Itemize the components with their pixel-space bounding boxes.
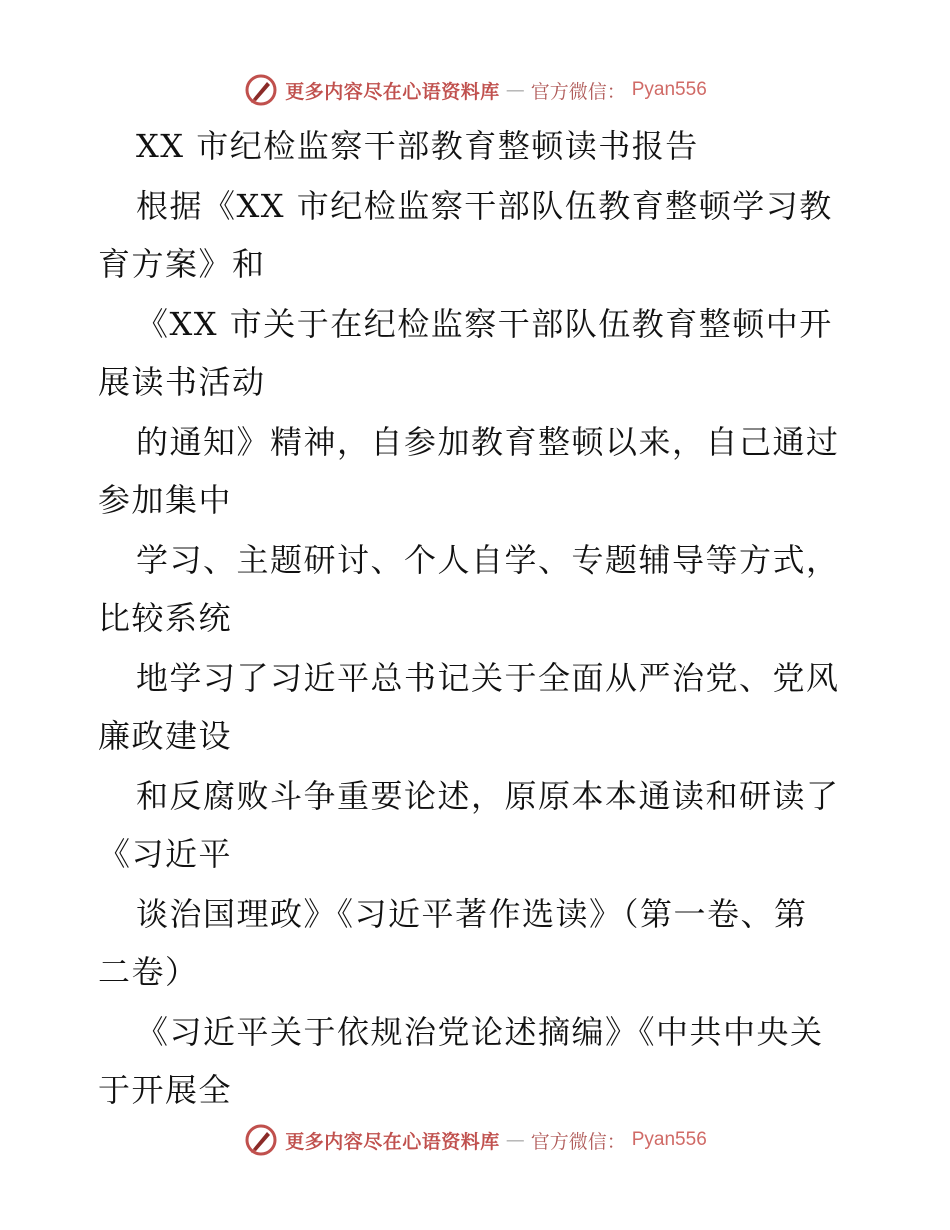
- text-line: 二卷）: [98, 953, 199, 991]
- watermark-wechat-id: Pyan556: [631, 79, 707, 100]
- text-line: 育方案》和: [98, 245, 266, 283]
- text-line: 谈治国理政》《习近平著作选读》（第一卷、第: [136, 895, 808, 933]
- header-watermark: [0, 70, 950, 110]
- text-line: 廉政建设: [98, 717, 233, 755]
- text-line: 地学习了习近平总书记关于全面从严治党、党风: [136, 659, 840, 697]
- watermark-brand: 更多内容尽在心语资料库: [285, 80, 500, 103]
- text-line: 于开展全: [98, 1071, 233, 1109]
- text-line: 《XX 市关于在纪检监察干部队伍教育整顿中开: [136, 305, 833, 343]
- text-line: 比较系统: [98, 599, 233, 637]
- watermark-wechat-id: Pyan556: [631, 1129, 707, 1150]
- text-line: 和反腐败斗争重要论述，原原本本通读和研读了: [136, 777, 840, 815]
- text-line: 参加集中: [98, 481, 233, 519]
- watermark-separator: —: [505, 79, 525, 101]
- watermark-label: 官方微信：: [530, 1130, 626, 1153]
- pen-logo-icon: [243, 72, 279, 108]
- text-line: 《习近平关于依规治党论述摘编》《中共中央关: [136, 1013, 824, 1051]
- text-line: 的通知》精神，自参加教育整顿以来，自己通过: [136, 423, 840, 461]
- text-line: 展读书活动: [98, 363, 266, 401]
- text-line: 学习、主题研讨、个人自学、专题辅导等方式，: [136, 541, 840, 579]
- text-line: 根据《XX 市纪检监察干部队伍教育整顿学习教: [136, 187, 833, 225]
- watermark-separator: —: [505, 1129, 525, 1151]
- pen-logo-icon: [243, 1122, 279, 1158]
- footer-watermark: [0, 1120, 950, 1160]
- text-line: 《习近平: [98, 835, 233, 873]
- document-title: XX 市纪检监察干部教育整顿读书报告: [136, 127, 699, 165]
- watermark-label: 官方微信：: [530, 80, 626, 103]
- watermark-brand: 更多内容尽在心语资料库: [285, 1130, 500, 1153]
